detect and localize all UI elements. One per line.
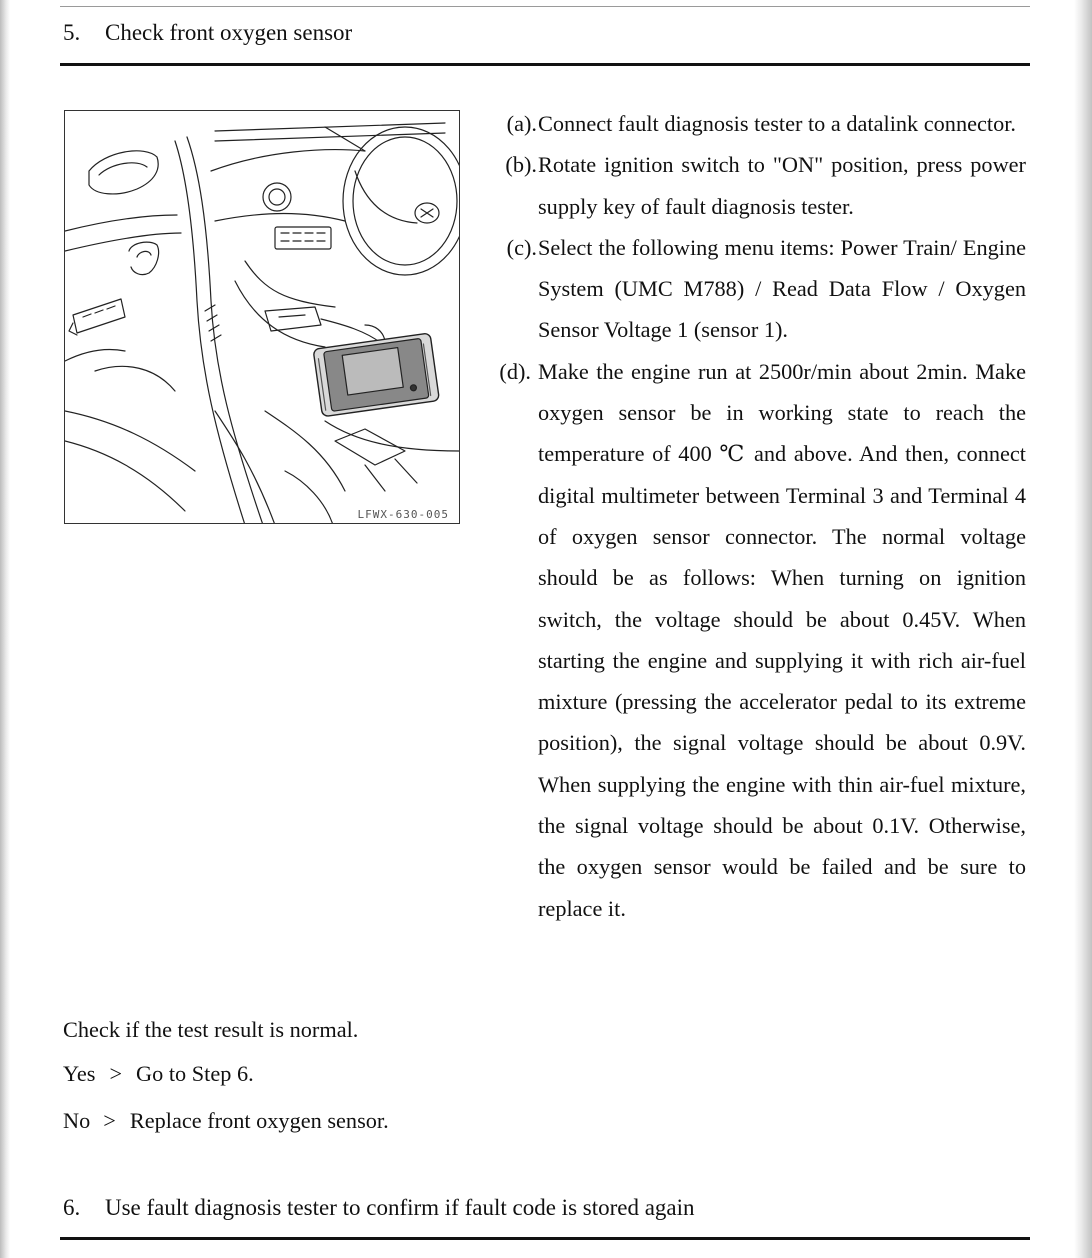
check-question: Check if the test result is normal.: [63, 1017, 359, 1042]
instruction-label: (d).: [499, 358, 531, 384]
instruction-item: [486, 103, 1026, 144]
instruction-item: [486, 227, 1026, 351]
page-shadow-right: [1074, 0, 1092, 1258]
step-5-number: 5.: [63, 20, 81, 45]
step-6-title: Use fault diagnosis tester to confirm if fault code is stored again: [105, 1195, 695, 1220]
step-5-title: Check front oxygen sensor: [105, 20, 353, 45]
instruction-label: (c).: [506, 234, 537, 260]
heading-rule: [60, 63, 1030, 66]
check-yes-line: [63, 1061, 254, 1087]
instruction-label: (a).: [506, 111, 537, 136]
arrow-right-icon: >: [109, 1061, 123, 1086]
instruction-text: Rotate ignition switch to "ON" position, press power supply key of fault diagnosis tester.: [538, 152, 1026, 219]
step-6-number: 6.: [63, 1195, 81, 1220]
diagnostic-tester-illustration: [64, 110, 460, 524]
no-action: Replace front oxygen sensor.: [129, 1108, 389, 1133]
arrow-right-icon: >: [103, 1108, 116, 1133]
instruction-item: [486, 144, 1026, 227]
instruction-text: Connect fault diagnosis tester to a datalink connector.: [538, 111, 1017, 136]
instruction-text: Select the following menu items: Power Train/ Engine System (UMC M788) / Read Data Flow / Oxygen Sensor Voltage 1 (sensor 1).: [538, 234, 1026, 343]
yes-action: Go to Step 6.: [136, 1061, 254, 1086]
check-no-line: [63, 1108, 389, 1134]
instruction-label: (b).: [505, 152, 537, 178]
footer-rule: [60, 1237, 1030, 1240]
yes-label: Yes: [63, 1061, 96, 1086]
step-6-heading: [63, 1195, 695, 1221]
step-5-heading: [63, 20, 352, 46]
page-shadow-left: [0, 0, 10, 1258]
instruction-list: [486, 103, 1026, 929]
figure-label: LFWX-630-005: [357, 508, 449, 521]
instruction-item: [486, 351, 1026, 929]
top-rule: [60, 6, 1030, 7]
no-label: No: [63, 1108, 91, 1133]
instruction-text: Make the engine run at 2500r/min about 2min. Make oxygen sensor be in working state to reach the temperature of 400 ℃ and above. And then, connect digital multimeter between Terminal 3 and Terminal 4 of oxygen sensor connector. The normal voltage should be as follows: When turning on ignition switch, the voltage should be about 0.45V. When starting the engine and supplying it with rich air-fuel mixture (pressing the accelerator pedal to its extreme position), the signal voltage should be about 0.9V. When supplying the engine with thin air-fuel mixture, the signal voltage should be about 0.1V. Otherwise, the oxygen sensor would be failed and be sure to replace it.: [538, 358, 1026, 921]
